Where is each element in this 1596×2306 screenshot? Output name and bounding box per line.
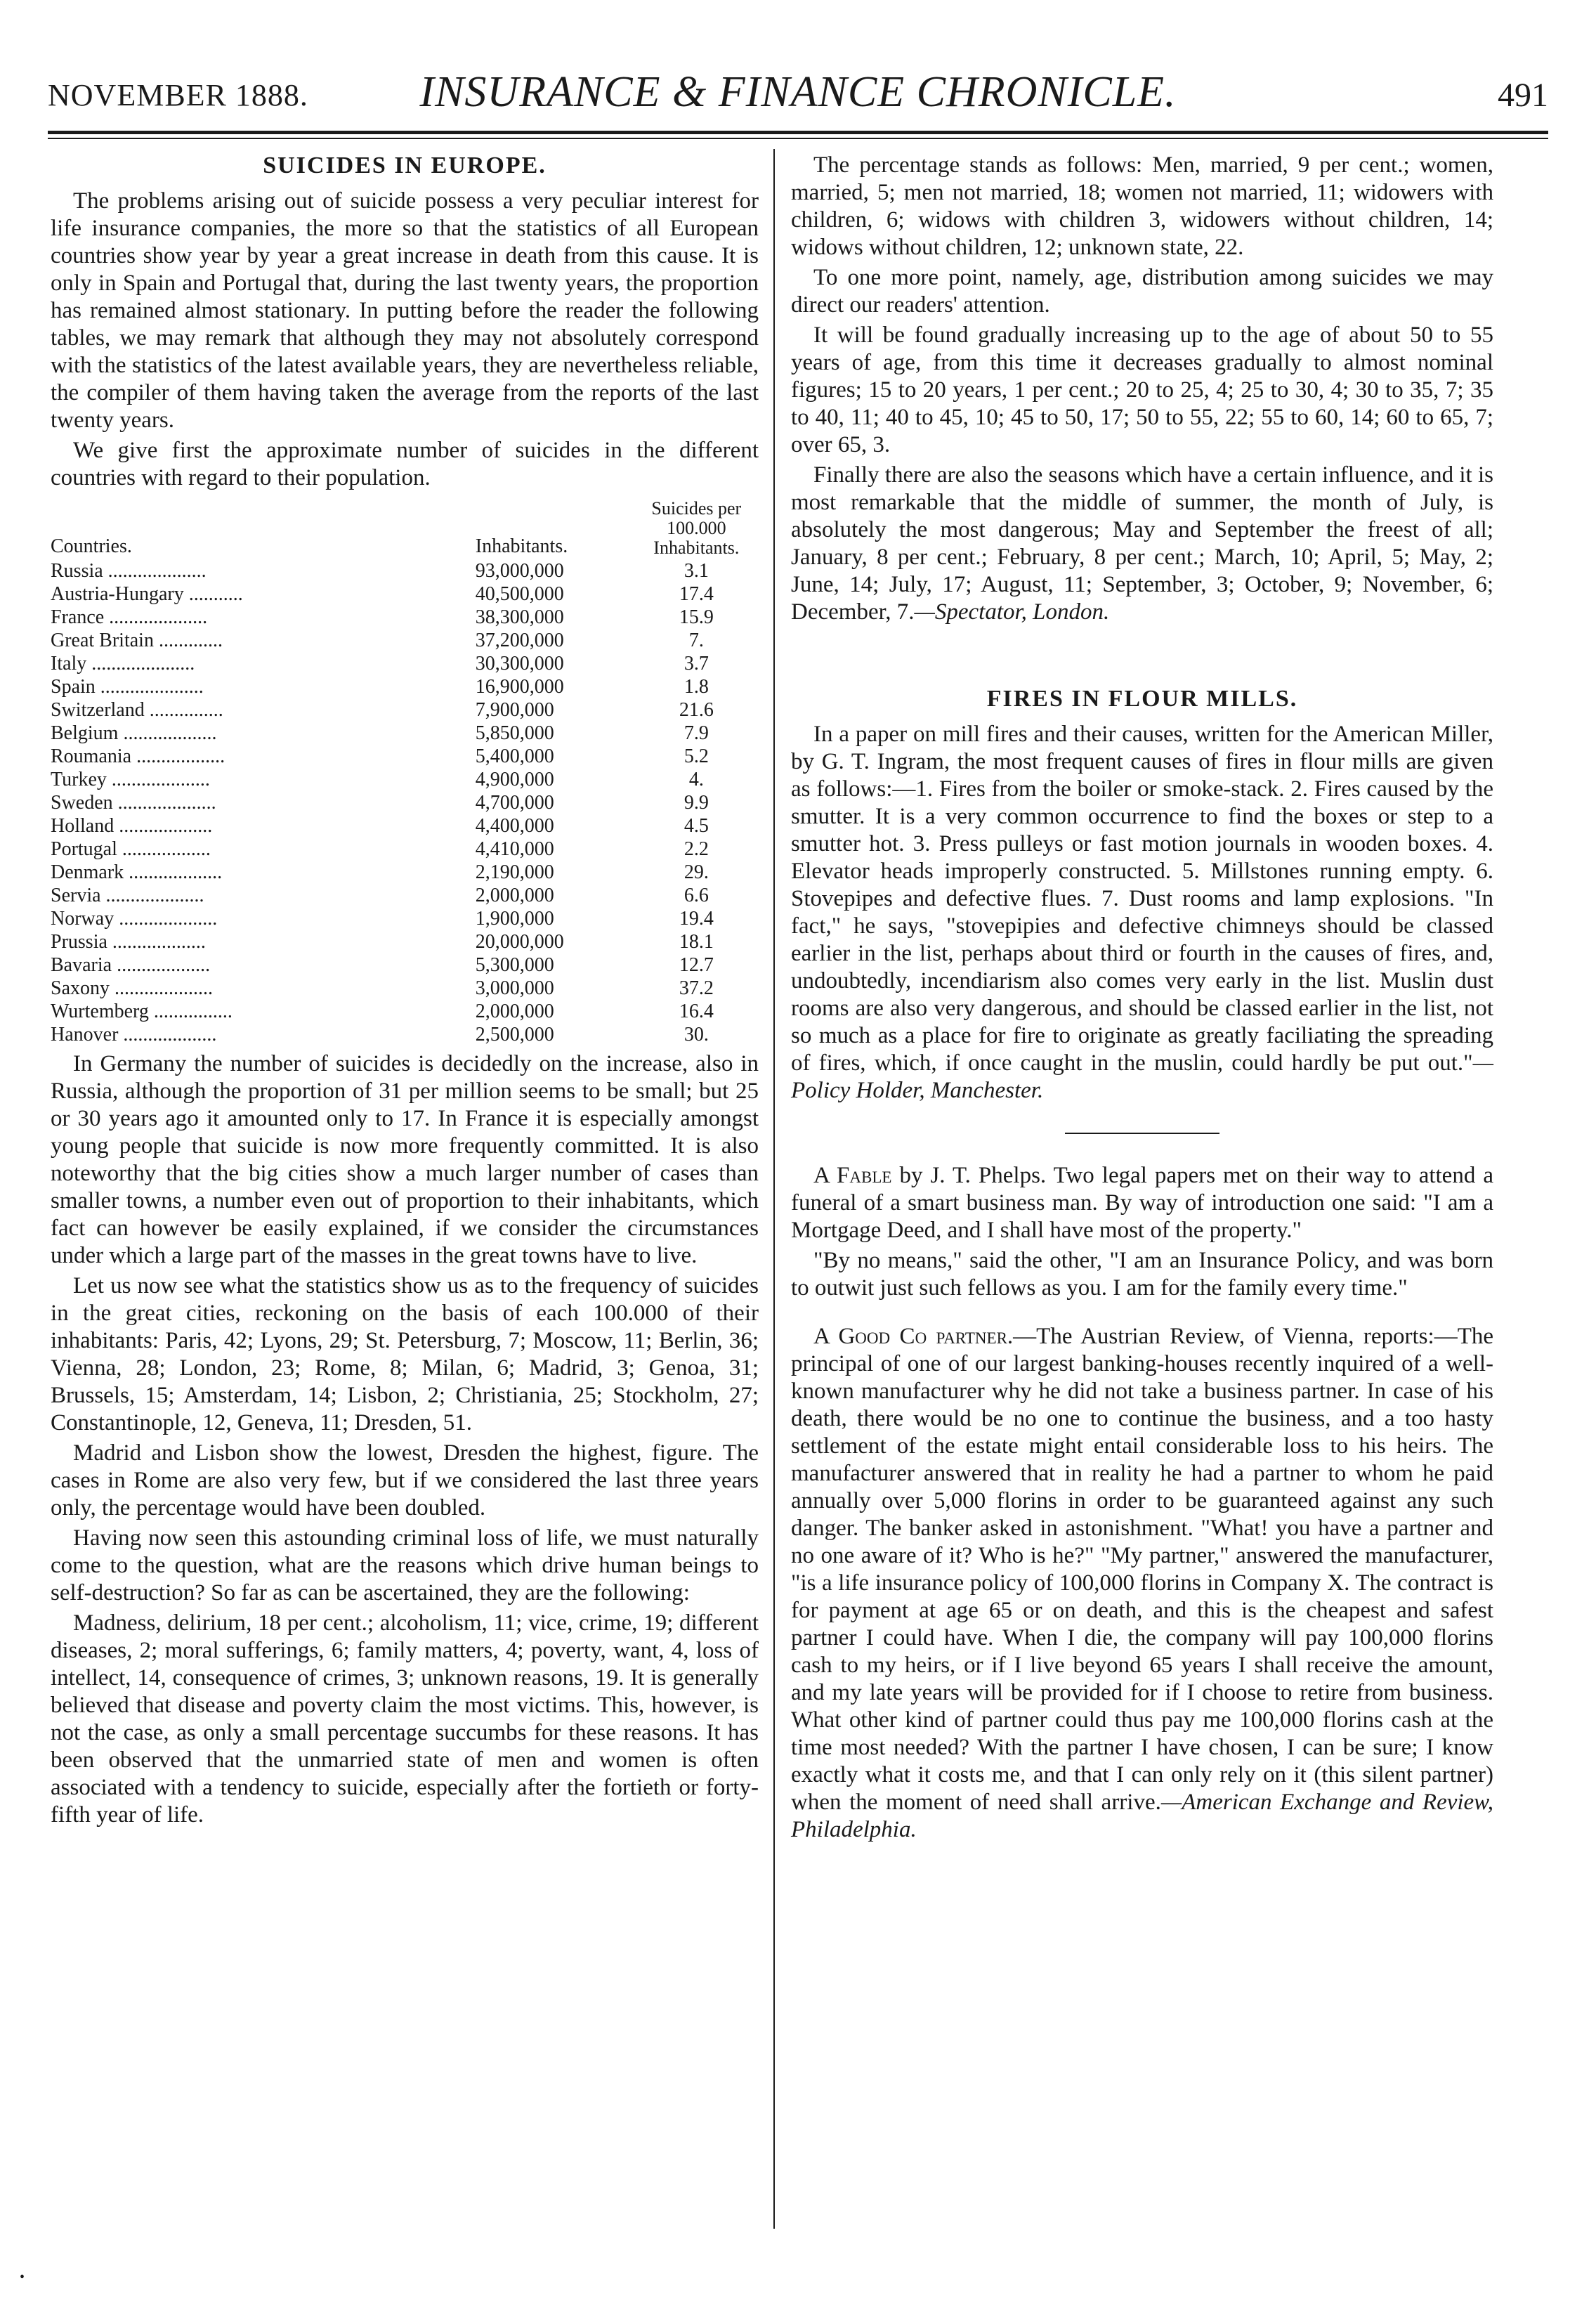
table-row bbox=[51, 1000, 759, 1023]
fable-paragraph-1 bbox=[791, 1162, 1493, 1244]
fires-source: —Policy Holder, Manchester. bbox=[791, 1050, 1493, 1103]
table-row bbox=[51, 675, 759, 698]
country-cell: Prussia ................... bbox=[51, 931, 206, 953]
inhabitants-cell: 2,190,000 bbox=[475, 861, 554, 883]
inhabitants-cell: 38,300,000 bbox=[475, 606, 564, 628]
rate-cell: 3.1 bbox=[683, 560, 709, 582]
table-row bbox=[51, 861, 759, 884]
rate-cell: 17.4 bbox=[679, 583, 714, 605]
country-cell: Wurtemberg ................ bbox=[51, 1001, 233, 1022]
table-row bbox=[51, 698, 759, 722]
suicides-paragraph-10: It will be found gradually increasing up to the age of about 50 to 55 years of age, from this time it decreases gradually to almost nominal figures; 15 to 20 years, 1 per cent.; 20 to 25, 4; 25 to 30, 4; 30 to 35, 7; 35 to 40, 11; 40 to 45, 10; 45 to 50, 17; 50 to 55, 22; 55 to 60, 14; 60 to 65, 7; over 65, 3. bbox=[791, 323, 1493, 457]
country-cell: Italy ..................... bbox=[51, 653, 195, 675]
country-cell: Sweden .................... bbox=[51, 792, 216, 814]
table-row bbox=[51, 722, 759, 745]
spacer bbox=[791, 1305, 1493, 1323]
suicides-paragraph-8: The percentage stands as follows: Men, married, 9 per cent.; women, married, 5; men not married, 18; women not married, 11; widowers with children, 6; widows with children 3, widowers without children, 14; widows without children, 12; unknown state, 22. bbox=[791, 152, 1493, 260]
fable-text: by J. T. Phelps. Two legal papers met on their way to attend a funeral of a smart business man. By way of introduction one said: "I am a Mortgage Deed, and I shall have most of the property." bbox=[791, 1163, 1493, 1243]
partner-paragraph bbox=[791, 1323, 1493, 1844]
table-row bbox=[51, 745, 759, 768]
issue-date: NOVEMBER 1888. bbox=[48, 78, 308, 112]
suicides-paragraph-2: We give first the approximate number of suicides in the different countries with regard to their population. bbox=[51, 438, 759, 490]
country-cell: Great Britain ............. bbox=[51, 630, 223, 651]
table-row bbox=[51, 907, 759, 930]
table-row bbox=[51, 652, 759, 675]
masthead-rule-thick bbox=[48, 131, 1548, 134]
country-cell: Roumania .................. bbox=[51, 745, 225, 767]
rate-cell: 19.4 bbox=[679, 908, 714, 930]
suicides-p11-text: Finally there are also the seasons which have a certain influence, and it is most remarkable that the middle of summer, the month of July, is absolutely the most dangerous; May and September the freest of all; January, 8 per cent.; February, 8 per cent.; March, 10; April, 5; May, 2; June, 14; July, 17; August, 11; September, 3; October, 9; November, 6; December, 7. bbox=[791, 462, 1493, 625]
table-row bbox=[51, 814, 759, 838]
left-column bbox=[51, 152, 759, 1832]
table-row bbox=[51, 838, 759, 861]
rate-cell: 29. bbox=[683, 861, 709, 883]
rate-cell: 16.4 bbox=[679, 1001, 714, 1022]
suicides-paragraph-7: Madness, delirium, 18 per cent.; alcoholism, 11; vice, crime, 19; different diseases, 2; moral sufferings, 6; family matters, 4; poverty, want, 4, loss of intellect, 14, consequence of crimes, 3; unknown reasons, 19. It is generally believed that disease and poverty claim the most victims. This, however, is not the case, as only a small percentage succumbs for these reasons. It has been observed that the unmarried state of men and women is often associated with a tendency to suicide, especially after the fortieth or forty-fifth year of life. bbox=[51, 1610, 759, 1828]
suicides-paragraph-9: To one more point, namely, age, distribution among suicides we may direct our readers' attention. bbox=[791, 265, 1493, 318]
country-cell: Spain ..................... bbox=[51, 676, 204, 698]
inhabitants-cell: 2,500,000 bbox=[475, 1024, 554, 1045]
masthead-rule-thin bbox=[48, 138, 1548, 139]
rate-cell: 7.9 bbox=[683, 722, 709, 744]
rate-cell: 4.5 bbox=[683, 815, 709, 837]
inhabitants-cell: 4,410,000 bbox=[475, 838, 554, 860]
table-row bbox=[51, 930, 759, 953]
page-mark: • bbox=[20, 2269, 25, 2285]
fable-paragraph-2: "By no means," said the other, "I am an Insurance Policy, and was born to outwit just such fellows as you. I am for the family every time." bbox=[791, 1248, 1493, 1301]
table-row bbox=[51, 559, 759, 582]
country-cell: France .................... bbox=[51, 606, 208, 628]
rate-cell: 6.6 bbox=[683, 885, 709, 906]
rate-cell: 30. bbox=[683, 1024, 709, 1045]
rate-cell: 5.2 bbox=[683, 745, 709, 767]
table-row bbox=[51, 1023, 759, 1046]
inhabitants-cell: 20,000,000 bbox=[475, 931, 564, 953]
inhabitants-cell: 16,900,000 bbox=[475, 676, 564, 698]
partner-text: —The Austrian Review, of Vienna, reports:—The principal of one of our largest banking-houses recently inquired of a well-known manufacturer why he did not take a business partner. In case of his death, there would be no one to continue the business, and a too hasty settlement of the estate might entail considerable loss to his heirs. The manufacturer answered that in reality he had a partner to whom he paid annually over 5,000 florins in order to be guaranteed against any such danger. The banker asked in astonishment. "What! you have a partner and no one aware of it? Who is he?" "My partner," answered the manufacturer, "is a life insurance policy of 100,000 florins in Company X. The contract is for payment at age 65 or on death, and this is the cheapest and safest partner I could have. When I die, the company will pay 100,000 florins cash to my heirs, or if I live beyond 65 years I shall receive the amount, and my late years will be provided for if I choose to retire from business. What other kind of partner could thus pay me 100,000 florins cash at the time most needed? With the partner I have chosen, I can be sure; I know exactly what it costs me, and that I can only rely on it (this silent partner) when the moment of need shall arrive. bbox=[791, 1324, 1493, 1815]
header-inhabitants: Inhabitants. bbox=[475, 535, 568, 557]
inhabitants-cell: 30,300,000 bbox=[475, 653, 564, 675]
country-cell: Turkey .................... bbox=[51, 769, 210, 790]
column-divider bbox=[773, 149, 775, 2229]
rate-cell: 15.9 bbox=[679, 606, 714, 628]
article-heading-fires: FIRES IN FLOUR MILLS. bbox=[986, 686, 1298, 712]
suicides-source: —Spectator, London. bbox=[914, 599, 1110, 625]
suicides-paragraph-1: The problems arising out of suicide possess a very peculiar interest for life insurance companies, the more so that the statistics of all European countries show year by year a great increase in death from this cause. It is only in Spain and Portugal that, during the last twenty years, the proportion has remained almost stationary. In putting before the reader the following tables, we may remark that although they may not absolutely correspond with the statistics of the latest available years, they are nevertheless reliable, the compiler of them having taken the average from the reports of the last twenty years. bbox=[51, 188, 759, 433]
inhabitants-cell: 2,000,000 bbox=[475, 885, 554, 906]
table-row bbox=[51, 884, 759, 907]
partner-lead: A Good Co partner. bbox=[813, 1324, 1014, 1349]
inhabitants-cell: 7,900,000 bbox=[475, 699, 554, 721]
table-row bbox=[51, 768, 759, 791]
rate-cell: 18.1 bbox=[679, 931, 714, 953]
country-cell: Denmark ................... bbox=[51, 861, 223, 883]
country-cell: Hanover ................... bbox=[51, 1024, 217, 1045]
fires-paragraph bbox=[791, 721, 1493, 1105]
country-cell: Belgium ................... bbox=[51, 722, 217, 744]
page-number: 491 bbox=[1498, 77, 1548, 114]
right-column bbox=[791, 152, 1493, 1846]
rate-cell: 9.9 bbox=[683, 792, 709, 814]
country-cell: Saxony .................... bbox=[51, 977, 213, 999]
table-row bbox=[51, 582, 759, 606]
rate-cell: 3.7 bbox=[683, 653, 709, 675]
country-cell: Portugal .................. bbox=[51, 838, 211, 860]
inhabitants-cell: 40,500,000 bbox=[475, 583, 564, 605]
inhabitants-cell: 93,000,000 bbox=[475, 560, 564, 582]
rate-cell: 21.6 bbox=[679, 699, 714, 721]
rate-cell: 7. bbox=[688, 630, 704, 651]
fable-lead: A Fable bbox=[813, 1163, 892, 1188]
country-cell: Russia .................... bbox=[51, 560, 207, 582]
rate-cell: 2.2 bbox=[683, 838, 709, 860]
masthead bbox=[48, 67, 1548, 124]
country-cell: Austria-Hungary ........... bbox=[51, 583, 243, 605]
rate-cell: 12.7 bbox=[679, 954, 714, 976]
suicides-paragraph-6: Having now seen this astounding criminal loss of life, we must naturally come to the question, what are the reasons which drive human beings to self-destruction? So far as can be ascertained, they are the following: bbox=[51, 1525, 759, 1605]
country-cell: Norway .................... bbox=[51, 908, 218, 930]
header-suicide-rate: Suicides per 100.000 Inhabitants. bbox=[651, 498, 742, 558]
section-gap bbox=[791, 629, 1493, 685]
suicides-paragraph-5: Madrid and Lisbon show the lowest, Dresden the highest, figure. The cases in Rome are also very few, but if we considered the last three years only, the percentage would have been doubled. bbox=[51, 1440, 759, 1520]
country-cell: Servia .................... bbox=[51, 885, 204, 906]
table-row bbox=[51, 977, 759, 1000]
article-heading-suicides: SUICIDES IN EUROPE. bbox=[263, 152, 547, 178]
inhabitants-cell: 3,000,000 bbox=[475, 977, 554, 999]
suicides-paragraph-4: Let us now see what the statistics show us as to the frequency of suicides in the great cities, reckoning on the basis of each 100.000 of their inhabitants: Paris, 42; Lyons, 29; St. Petersburg, 7; Moscow, 11; Berlin, 36; Vienna, 28; London, 23; Rome, 8; Milan, 6; Madrid, 3; Genoa, 31; Brussels, 15; Amsterdam, 14; Lisbon, 2; Christiania, 25; Stockholm, 27; Constantinople, 12, Geneva, 11; Dresden, 51. bbox=[51, 1273, 759, 1435]
header-countries: Countries. bbox=[51, 535, 132, 557]
rate-cell: 37.2 bbox=[679, 977, 714, 999]
rate-cell: 4. bbox=[688, 769, 704, 790]
suicides-paragraph-3: In Germany the number of suicides is decidedly on the increase, also in Russia, although the proportion of 31 per million seems to be small; but 25 or 30 years ago it amounted only to 17. In France it is especially amongst young people that suicide is now more frequently committed. It is also noteworthy that the big cities show a much larger number of cases than smaller towns, a number even out of proportion to their inhabitants, which fact can however be easily explained, if we consider the circumstances under which a large part of the masses in the great towns have to live. bbox=[51, 1051, 759, 1268]
inhabitants-cell: 1,900,000 bbox=[475, 908, 554, 930]
table-row bbox=[51, 629, 759, 652]
inhabitants-cell: 4,700,000 bbox=[475, 792, 554, 814]
country-cell: Switzerland ............... bbox=[51, 699, 223, 721]
suicide-statistics-table bbox=[51, 499, 759, 1046]
table-row bbox=[51, 791, 759, 814]
table-row bbox=[51, 606, 759, 629]
table-row bbox=[51, 953, 759, 977]
inhabitants-cell: 4,400,000 bbox=[475, 815, 554, 837]
inhabitants-cell: 5,400,000 bbox=[475, 745, 554, 767]
inhabitants-cell: 2,000,000 bbox=[475, 1001, 554, 1022]
inhabitants-cell: 4,900,000 bbox=[475, 769, 554, 790]
rate-cell: 1.8 bbox=[683, 676, 709, 698]
section-divider bbox=[1065, 1133, 1219, 1134]
table-header-row bbox=[51, 499, 759, 559]
publication-title: INSURANCE & FINANCE CHRONICLE. bbox=[419, 68, 1177, 116]
country-cell: Holland ................... bbox=[51, 815, 213, 837]
inhabitants-cell: 37,200,000 bbox=[475, 630, 564, 651]
inhabitants-cell: 5,850,000 bbox=[475, 722, 554, 744]
country-cell: Bavaria ................... bbox=[51, 954, 211, 976]
table-body bbox=[51, 559, 759, 1046]
inhabitants-cell: 5,300,000 bbox=[475, 954, 554, 976]
partner-source: —American Exchange and Review, Philadelphia. bbox=[791, 1790, 1493, 1842]
fires-text: In a paper on mill fires and their causes, written for the American Miller, by G. T. Ingram, the most frequent causes of fires in flour mills are given as follows:—1. Fires from the boiler or smoke-stack. 2. Fires caused by the smutter. It is a very common occurrence to find the boxes or step to a smutter hot. 3. Press pulleys or fast motion journals in wooden boxes. 4. Elevator heads improperly constructed. 5. Millstones running empty. 6. Stovepipes and defective flues. 7. Dust rooms and lamp explosions. "In fact," he says, "stovepipies and defective chimneys should be classed earlier in the list, perhaps about third or fourth in the causes of fires, and, undoubtedly, incendiarism also comes very early in the list. Muslin dust rooms are also very dangerous, and should be classed earlier in the list, not so much as a place for fire to originate as greatly faciliating the spreading of fires, which, if once caught in the muslin, could hardly be put out." bbox=[791, 722, 1493, 1076]
suicides-paragraph-11 bbox=[791, 462, 1493, 626]
